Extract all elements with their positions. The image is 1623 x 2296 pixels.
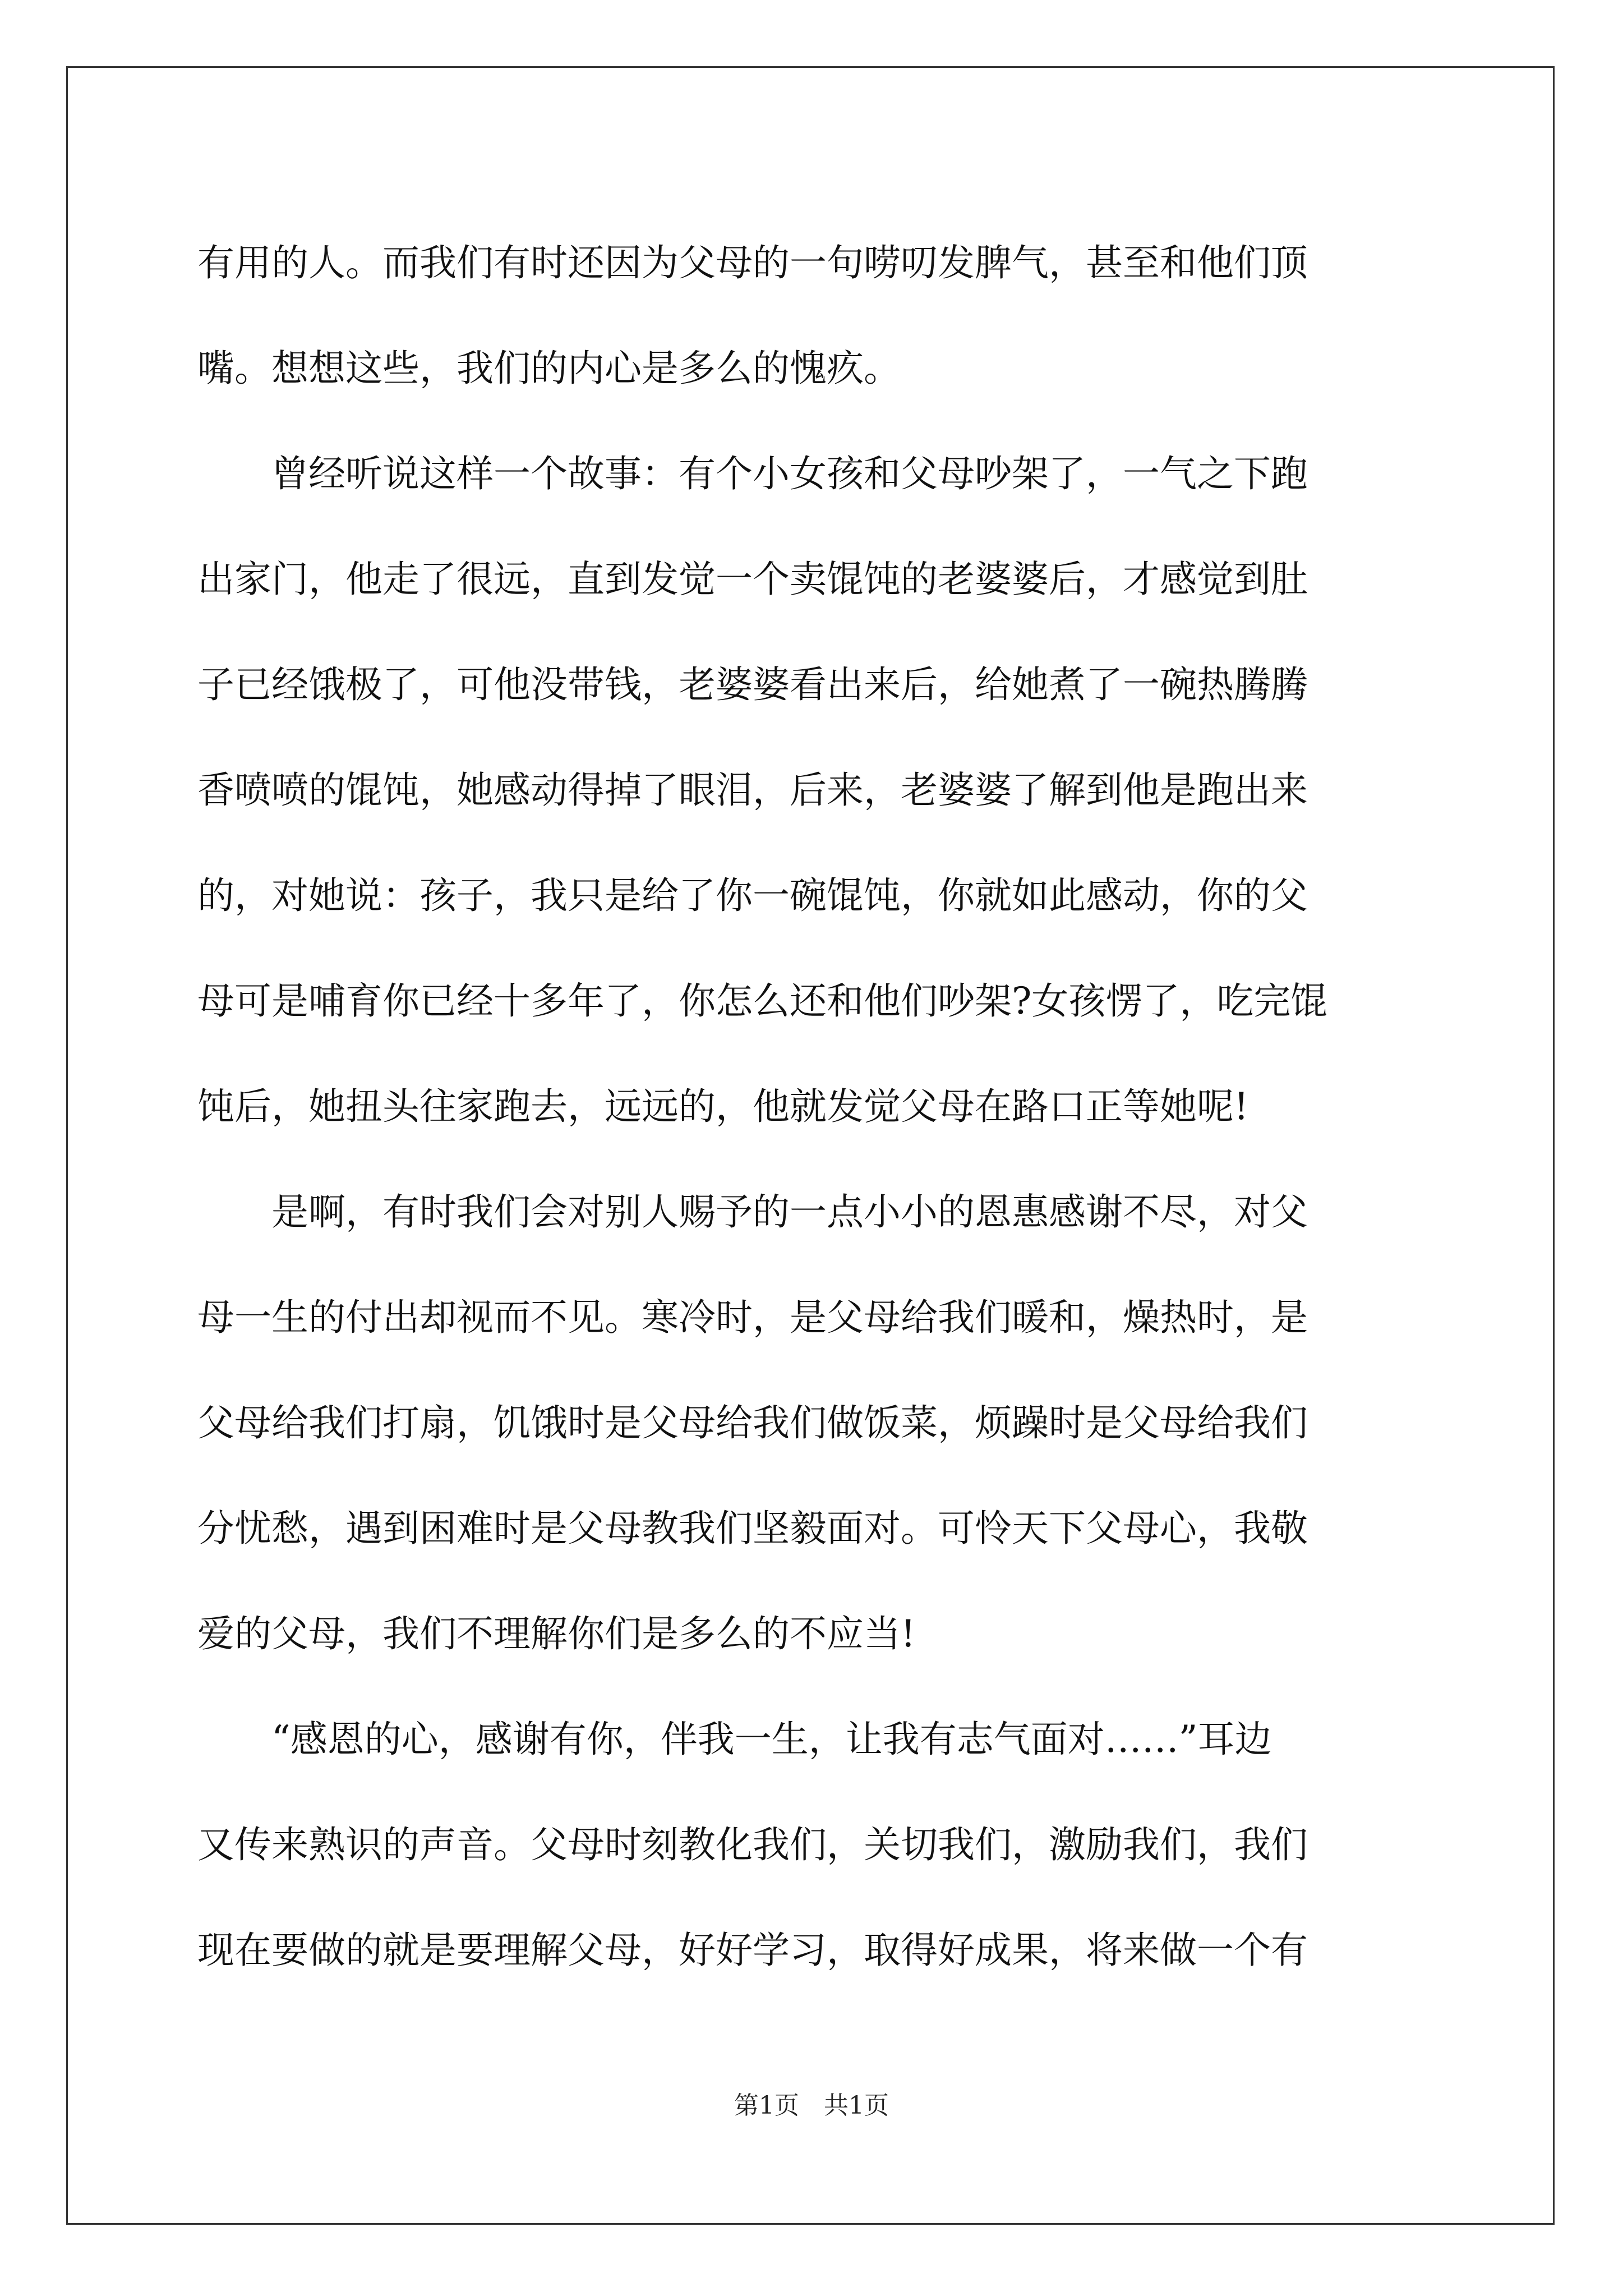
text-line: 香喷喷的馄饨，她感动得掉了眼泪，后来，老婆婆了解到他是跑出来 — [197, 769, 1308, 812]
text-line: 的，对她说：孩子，我只是给了你一碗馄饨，你就如此感动，你的父 — [197, 874, 1308, 917]
text-line: 出家门，他走了很远，直到发觉一个卖馄饨的老婆婆后，才感觉到肚 — [197, 558, 1308, 601]
text-line: 有用的人。而我们有时还因为父母的一句唠叨发脾气，甚至和他们顶 — [197, 241, 1308, 284]
paragraph-start-line: 是啊，有时我们会对别人赐予的一点小小的恩惠感谢不尽，对父 — [271, 1190, 1308, 1234]
text-line: 分忧愁，遇到困难时是父母教我们坚毅面对。可怜天下父母心，我敬 — [197, 1507, 1308, 1550]
text-line: 又传来熟识的声音。父母时刻教化我们，关切我们，激励我们，我们 — [197, 1823, 1308, 1866]
text-line: 子已经饿极了，可他没带钱，老婆婆看出来后，给她煮了一碗热腾腾 — [197, 663, 1308, 706]
text-line: 饨后，她扭头往家跑去，远远的，他就发觉父母在路口正等她呢! — [197, 1085, 1249, 1128]
text-line: 嘴。想想这些，我们的内心是多么的愧疚。 — [197, 347, 901, 390]
text-line: 父母给我们打扇，饥饿时是父母给我们做饭菜，烦躁时是父母给我们 — [197, 1401, 1308, 1444]
page-number-footer: 第1页 共1页 — [734, 2091, 889, 2120]
paragraph-start-line: 曾经听说这样一个故事：有个小女孩和父母吵架了，一气之下跑 — [271, 452, 1308, 495]
paragraph-start-line: “感恩的心，感谢有你，伴我一生，让我有志气面对……”耳边 — [271, 1718, 1272, 1761]
text-line: 爱的父母，我们不理解你们是多么的不应当! — [197, 1612, 916, 1655]
document-body — [197, 210, 1426, 2003]
text-line: 现在要做的就是要理解父母，好好学习，取得好成果，将来做一个有 — [197, 1929, 1308, 1972]
text-line: 母可是哺育你已经十多年了，你怎么还和他们吵架?女孩愣了，吃完馄 — [197, 979, 1328, 1023]
text-line: 母一生的付出却视而不见。寒冷时，是父母给我们暖和，燥热时，是 — [197, 1296, 1308, 1339]
